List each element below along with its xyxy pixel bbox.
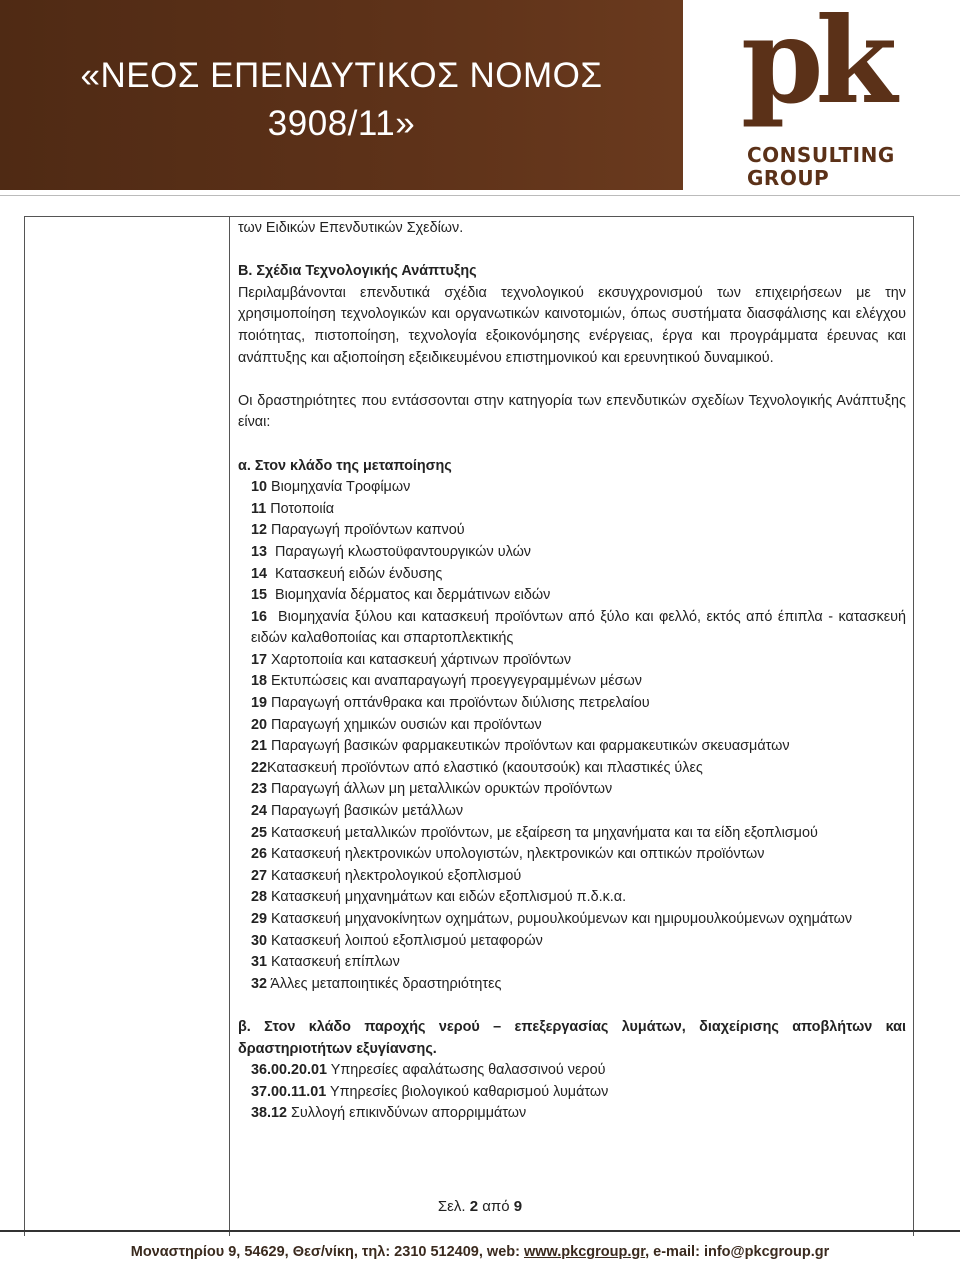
list-item bbox=[251, 866, 906, 888]
item-text: Παραγωγή χημικών ουσιών και προϊόντων bbox=[267, 716, 542, 733]
item-code: 12 bbox=[251, 522, 268, 539]
item-code: 28 bbox=[251, 889, 268, 906]
list-item bbox=[251, 1060, 906, 1082]
list-item bbox=[251, 952, 906, 974]
item-text: Υπηρεσίες αφαλάτωσης θαλασσινού νερού bbox=[327, 1062, 606, 1079]
item-code: 29 bbox=[251, 911, 268, 927]
list-item bbox=[251, 693, 906, 715]
footer-address: Μοναστηρίου 9, 54629, Θεσ/νίκη, τηλ: 2310 512409, web: bbox=[130, 1244, 524, 1260]
document-title-line2: 3908/11» bbox=[267, 104, 416, 143]
footer-email[interactable]: info@pkcgroup.gr bbox=[703, 1244, 830, 1260]
item-code: 27 bbox=[251, 867, 268, 884]
item-code: 10 bbox=[251, 479, 268, 496]
pk-consulting-logo bbox=[735, 0, 905, 190]
list-item bbox=[251, 499, 906, 521]
item-code: 14 bbox=[251, 565, 268, 582]
page-number bbox=[0, 1197, 960, 1217]
list-item bbox=[251, 909, 906, 931]
list-item bbox=[251, 736, 906, 758]
document-title bbox=[0, 52, 683, 148]
item-text: Βιομηχανία δέρματος και δερμάτινων ειδών bbox=[267, 587, 551, 604]
item-text: Κατασκευή μεταλλικών προϊόντων, με εξαίρεση τα μηχανήματα και τα είδη εξοπλισμού bbox=[267, 824, 818, 841]
item-code: 11 bbox=[251, 500, 267, 517]
item-text: Άλλες μεταποιητικές δραστηριότητες bbox=[267, 975, 502, 992]
page-current: 2 bbox=[469, 1198, 479, 1215]
list-item bbox=[251, 564, 906, 586]
item-code: 17 bbox=[251, 651, 268, 668]
item-code: 26 bbox=[251, 846, 268, 863]
item-code: 21 bbox=[251, 738, 268, 755]
footer-web-link[interactable]: www.pkcgroup.gr bbox=[523, 1244, 646, 1260]
item-code: 32 bbox=[251, 975, 268, 992]
intro-line: των Ειδικών Επενδυτικών Σχεδίων. bbox=[238, 220, 464, 236]
list-item bbox=[251, 650, 906, 672]
content-cell bbox=[238, 218, 910, 1125]
item-text: Κατασκευή ειδών ένδυσης bbox=[267, 565, 443, 582]
item-text: Κατασκευή ηλεκτρονικών υπολογιστών, ηλεκτρονικών και οπτικών προϊόντων bbox=[267, 846, 765, 863]
item-text: Συλλογή επικινδύνων απορριμμάτων bbox=[287, 1105, 527, 1122]
page-total: 9 bbox=[513, 1198, 523, 1215]
item-code: 30 bbox=[251, 932, 268, 949]
table-column-divider bbox=[229, 216, 230, 1236]
list-item bbox=[251, 520, 906, 542]
item-text: Κατασκευή λοιπού εξοπλισμού μεταφορών bbox=[267, 932, 543, 949]
list-item bbox=[251, 715, 906, 737]
logo-mark: pk bbox=[741, 0, 890, 130]
item-code: 25 bbox=[251, 824, 268, 841]
item-code: 13 bbox=[251, 543, 268, 560]
item-code: 18 bbox=[251, 673, 268, 690]
logo-line1: CONSULTING bbox=[747, 143, 895, 167]
list-item bbox=[251, 779, 906, 801]
item-code: 16 bbox=[251, 608, 268, 625]
list-item bbox=[251, 585, 906, 607]
list-item bbox=[251, 844, 906, 866]
list-item bbox=[251, 823, 906, 845]
list-item bbox=[251, 758, 906, 780]
list-item bbox=[251, 974, 906, 996]
list-item bbox=[251, 931, 906, 953]
footer bbox=[0, 1242, 960, 1262]
page-prefix: Σελ. bbox=[437, 1198, 470, 1215]
section-b-text: Περιλαμβάνονται επενδυτικά σχέδια τεχνολογικού εκσυγχρονισμού των επιχειρήσεων με την χρησιμοποίηση τεχνολογικών και οργανωτικών καινοτομιών, όπως συστήματα διασφάλισης και ελέγχου ποιότητας, πιστοποίηση, τεχνολογία εξοικονόμησης ενέργειας, έργα και προγράμματα έρευνας και ανάπτυξης και αξιοποίηση εξειδικευμένου επιστημονικού και ερευνητικού δυναμικού. bbox=[238, 284, 906, 366]
item-code: 36.00.20.01 bbox=[251, 1062, 328, 1079]
item-code: 37.00.11.01 bbox=[251, 1083, 327, 1100]
item-code: 31 bbox=[251, 954, 268, 971]
activities-text: Οι δραστηριότητες που εντάσσονται στην κατηγορία των επενδυτικών σχεδίων Τεχνολογικής Ανάπτυξης είναι: bbox=[238, 392, 906, 431]
item-text: Βιομηχανία Τροφίμων bbox=[267, 479, 411, 496]
item-text: Παραγωγή άλλων μη μεταλλικών ορυκτών προϊόντων bbox=[267, 781, 613, 798]
item-text: Κατασκευή επίπλων bbox=[267, 954, 400, 971]
list-item bbox=[251, 607, 910, 650]
item-text: Εκτυπώσεις και αναπαραγωγή προεγγεγραμμένων μέσων bbox=[267, 673, 642, 690]
item-code: 15 bbox=[251, 587, 268, 604]
list-item bbox=[251, 1082, 906, 1104]
list-item bbox=[251, 477, 906, 499]
header-banner bbox=[0, 0, 683, 190]
item-text: Χαρτοποιία και κατασκευή χάρτινων προϊόντων bbox=[267, 651, 572, 668]
item-text: Κατασκευή μηχανημάτων και ειδών εξοπλισμού π.δ.κ.α. bbox=[267, 889, 627, 906]
item-text: Παραγωγή προϊόντων καπνού bbox=[267, 522, 465, 539]
page-middle: από bbox=[478, 1198, 514, 1215]
item-text: Υπηρεσίες βιολογικού καθαρισμού λυμάτων bbox=[326, 1083, 609, 1100]
logo-line2: GROUP bbox=[747, 166, 830, 190]
item-text: Παραγωγή βασικών μετάλλων bbox=[267, 803, 464, 820]
list-item bbox=[251, 1103, 906, 1125]
alpha-list bbox=[238, 477, 910, 995]
item-text: Παραγωγή βασικών φαρμακευτικών προϊόντων και φαρμακευτικών σκευασμάτων bbox=[267, 738, 790, 755]
item-code: 23 bbox=[251, 781, 268, 798]
item-code: 24 bbox=[251, 803, 268, 820]
item-code: 19 bbox=[251, 695, 268, 712]
list-item bbox=[251, 801, 906, 823]
beta-title: β. Στον κλάδο παροχής νερού – επεξεργασίας λυμάτων, διαχείρισης αποβλήτων και δραστηριοτήτων εξυγίανσης. bbox=[238, 1018, 906, 1057]
item-text: Κατασκευή μηχανοκίνητων οχημάτων, ρυμουλκούμενων και ημιρυμουλκούμενων οχημάτων bbox=[267, 911, 853, 927]
item-text: Βιομηχανία ξύλου και κατασκευή προϊόντων από ξύλο και φελλό, εκτός από έπιπλα - κατασκευή ειδών καλαθοποιίας και σπαρτοπλεκτικής bbox=[251, 608, 910, 647]
section-b-title: Β. Σχέδια Τεχνολογικής Ανάπτυξης bbox=[238, 263, 477, 280]
item-text: Παραγωγή οπτάνθρακα και προϊόντων διύλισης πετρελαίου bbox=[267, 695, 650, 712]
item-text: Κατασκευή προϊόντων από ελαστικό (καουτσούκ) και πλαστικές ύλες bbox=[267, 759, 703, 776]
item-text: Κατασκευή ηλεκτρολογικού εξοπλισμού bbox=[267, 867, 522, 884]
list-item bbox=[251, 671, 906, 693]
item-code: 20 bbox=[251, 716, 268, 733]
list-item bbox=[251, 887, 906, 909]
item-text: Ποτοποιία bbox=[266, 500, 335, 517]
item-text: Παραγωγή κλωστοϋφαντουργικών υλών bbox=[267, 543, 532, 560]
footer-divider bbox=[0, 1230, 960, 1232]
beta-list bbox=[238, 1060, 906, 1125]
list-item bbox=[251, 542, 906, 564]
header-divider bbox=[0, 195, 960, 196]
document-title-line1: «ΝΕΟΣ ΕΠΕΝΔΥΤΙΚΟΣ ΝΟΜΟΣ bbox=[80, 56, 603, 95]
footer-email-label: , e-mail: bbox=[645, 1244, 704, 1260]
item-code: 22 bbox=[251, 759, 268, 776]
item-code: 38.12 bbox=[251, 1105, 288, 1122]
alpha-title: α. Στον κλάδο της μεταποίησης bbox=[238, 457, 452, 474]
